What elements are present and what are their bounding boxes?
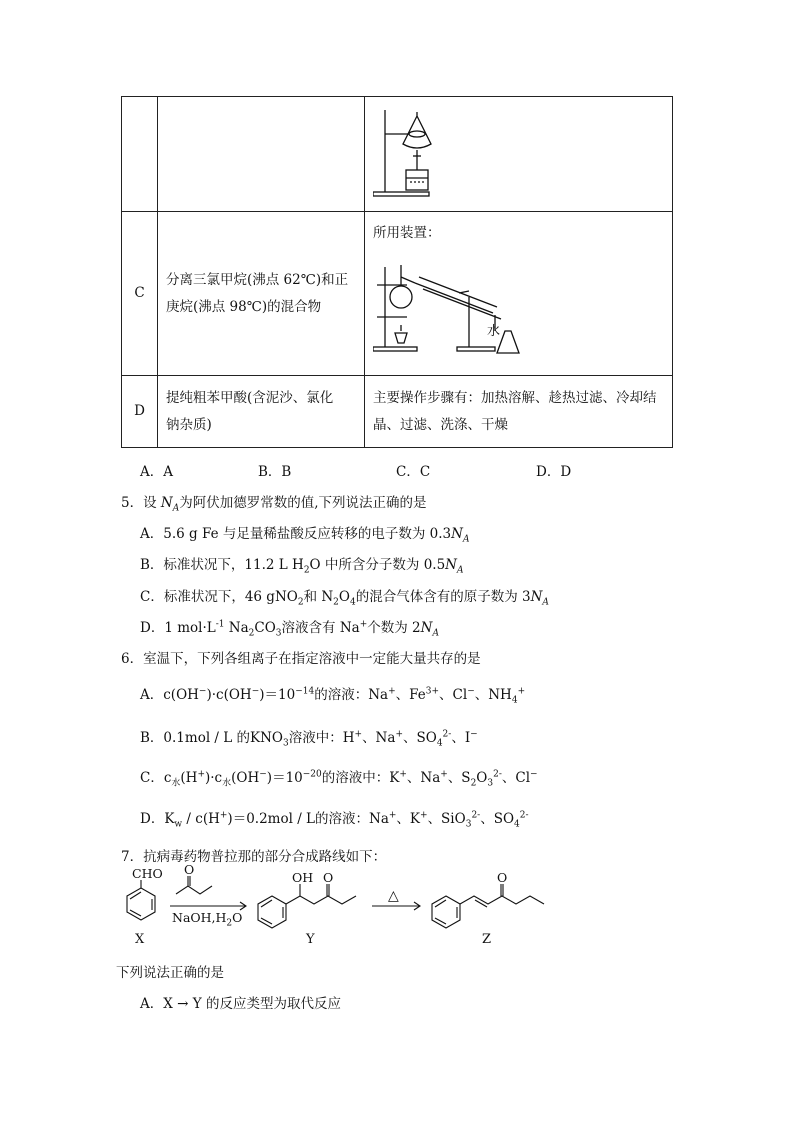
y-oh-label: OH	[292, 870, 314, 885]
q6-option-b: B．0.1mol / L 的$KNO_3$溶液中：H+、Na+、$SO_4^{2-}$、I−	[140, 729, 478, 749]
table-row-d	[122, 376, 673, 448]
distillation-apparatus-icon	[373, 247, 533, 357]
q6-option-a: A．$c(OH^-)\cdot c(OH^-)=10^{-14}$的溶液：Na+、$Fe^{3+}$、Cl−、$NH_4^+$	[140, 686, 526, 706]
q5-option-b: B．标准状况下，11.2 L $H_2O$ 中所含分子数为 $0.5N_A$	[140, 557, 464, 576]
q5-option-d: D．1 $mol\cdot L^{-1}$ $Na_2CO_3$溶液含有 Na+个数为 $2N_A$	[140, 619, 439, 639]
q7-option-a: A．X → Y 的反应类型为取代反应	[140, 996, 341, 1012]
row-d-desc-line1: 提纯粗苯甲酸(含泥沙、氯化	[166, 389, 334, 406]
table-row-b	[122, 97, 673, 212]
x-label: X	[135, 932, 145, 947]
row-d-desc-line2: 钠杂质)	[166, 416, 212, 433]
q4-option-b: B．B	[258, 464, 292, 480]
table-row-c	[122, 212, 673, 376]
row-d-ops-line2: 晶、过滤、洗涤、干燥	[373, 416, 508, 433]
separatory-funnel-icon	[373, 104, 493, 204]
synthesis-route	[110, 862, 570, 952]
row-c-label: C	[122, 212, 158, 376]
row-c-desc-line2: 庚烷(沸点 98℃)的混合物	[166, 298, 322, 315]
y-label: Y	[306, 932, 315, 947]
water-label: 水	[487, 324, 501, 339]
q4-option-c: C．C	[396, 464, 431, 480]
z-label: Z	[482, 932, 492, 947]
row-d-desc	[158, 376, 365, 448]
q6-option-d: D．$K_w / c(H^+)=0.2mol / L$的溶液：Na+、K+、SiO$_3^{2-}$、$SO_4^{2-}$	[140, 810, 529, 830]
row-b-label	[122, 97, 158, 212]
device-caption: 所用装置：	[373, 225, 441, 241]
y-o-label: O	[323, 870, 334, 885]
row-d-ops-line1: 主要操作步骤有：加热溶解、趁热过滤、冷却结	[373, 389, 657, 406]
q5-option-c: C．标准状况下，46 gNO$_2$和 $N_2O_4$的混合气体含有的原子数为 $3N_A$	[140, 589, 549, 608]
q5-stem: 5．设 $N_A$为阿伏加德罗常数的值,下列说法正确的是	[121, 495, 427, 514]
row-b-desc	[158, 97, 365, 212]
x-cho-label: CHO	[132, 866, 163, 881]
delta-label: △	[388, 888, 399, 904]
row-d-label: D	[122, 376, 158, 448]
q7-stem: 7．抗病毒药物普拉那的部分合成路线如下：	[121, 849, 387, 865]
z-o-label: O	[497, 870, 508, 885]
row-d-ops	[365, 376, 673, 448]
q6-stem: 6．室温下，下列各组离子在指定溶液中一定能大量共存的是	[121, 651, 481, 667]
q4-option-d: D．D	[536, 464, 572, 480]
reagent-label: $NaOH,H_2O$	[172, 910, 243, 929]
q6-option-c: C．$c_水(H^+)\cdot c_水(OH^-)=10^{-20}$的溶液中：K+、Na+、$S_2O_3^{2-}$、Cl−	[140, 769, 538, 789]
row-c-desc-line1: 分离三氯甲烷(沸点 62℃)和正	[166, 271, 349, 288]
row-c-apparatus	[365, 212, 673, 376]
row-b-apparatus	[365, 97, 673, 212]
q5-option-a: A．5.6 g Fe 与足量稀盐酸反应转移的电子数为 $0.3N_A$	[140, 526, 470, 545]
q4-option-a: A．A	[140, 464, 173, 480]
experiment-table	[121, 96, 673, 448]
reagent-o-label: O	[184, 862, 195, 877]
q7-question: 下列说法正确的是	[116, 965, 224, 981]
row-c-desc	[158, 212, 365, 376]
